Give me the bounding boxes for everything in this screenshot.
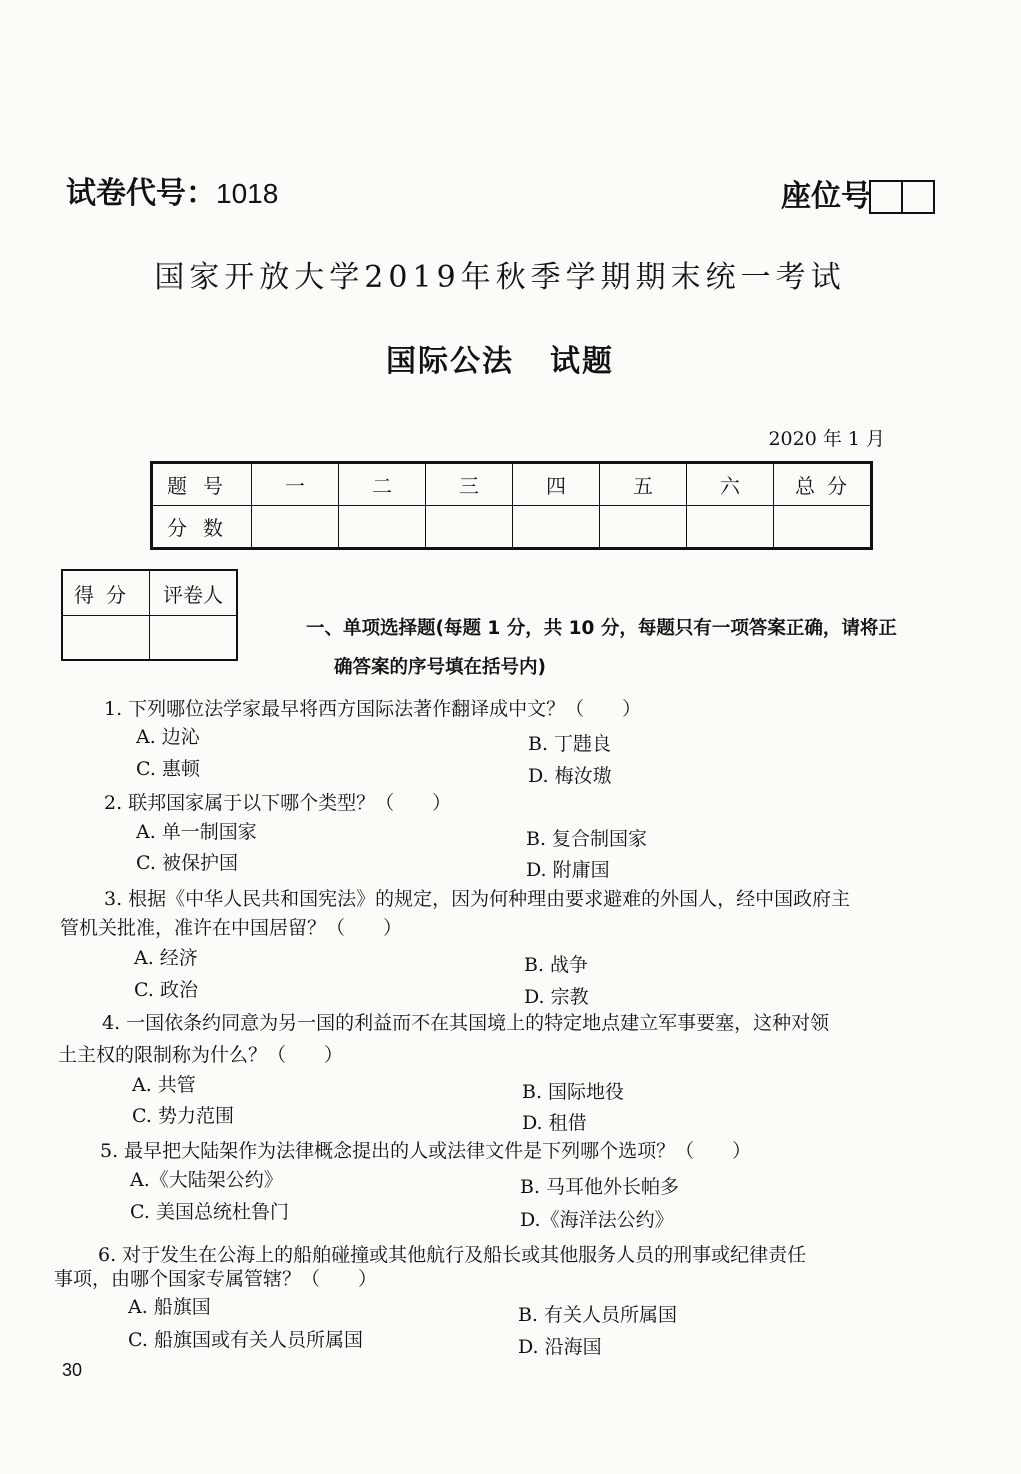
subject-name: 国际公法 xyxy=(386,344,514,379)
option: A. 经济 xyxy=(134,947,198,969)
grader-score-label: 得分 xyxy=(62,570,150,616)
question-number-label: 题号 xyxy=(152,463,252,506)
option: B. 有关人员所属国 xyxy=(518,1304,678,1326)
question-2-stem: 2. 联邦国家属于以下哪个类型？（ ） xyxy=(104,792,452,814)
option: A. 共管 xyxy=(132,1074,196,1096)
option: A. 船旗国 xyxy=(128,1296,211,1318)
column-header: 二 xyxy=(339,463,426,506)
option: B. 马耳他外长帕多 xyxy=(520,1176,680,1198)
seat-box-1 xyxy=(869,180,903,214)
exam-code xyxy=(66,168,278,212)
option: C. 美国总统杜鲁门 xyxy=(130,1201,289,1223)
seat-box-2 xyxy=(901,180,935,214)
option: D. 附庸国 xyxy=(526,859,610,881)
column-header: 四 xyxy=(513,463,600,506)
option: D.《海洋法公约》 xyxy=(520,1209,674,1231)
exam-code-label: 试卷代号： xyxy=(66,176,216,211)
option: D. 梅汝璈 xyxy=(528,765,612,787)
option: B. 复合制国家 xyxy=(526,828,648,850)
seat-label: 座位号 xyxy=(781,179,871,214)
option: D. 宗教 xyxy=(524,986,589,1008)
score-table-header-row xyxy=(152,463,872,506)
question-5-stem: 5. 最早把大陆架作为法律概念提出的人或法律文件是下列哪个选项？（ ） xyxy=(100,1140,752,1162)
option: B. 丁韪良 xyxy=(528,733,612,755)
option: C. 船旗国或有关人员所属国 xyxy=(128,1329,363,1351)
option: A. 单一制国家 xyxy=(136,821,257,843)
column-header: 五 xyxy=(600,463,687,506)
option: C. 惠顿 xyxy=(136,758,200,780)
exam-date: 2020 年 1 月 xyxy=(768,428,885,450)
option: D. 沿海国 xyxy=(518,1336,602,1358)
score-cell xyxy=(339,506,426,549)
grader-table xyxy=(61,569,238,661)
score-cell xyxy=(252,506,339,549)
exam-code-number: 1018 xyxy=(216,178,279,209)
subject-title xyxy=(0,336,1000,380)
exam-title: 国家开放大学2019年秋季学期期末统一考试 xyxy=(154,260,846,295)
page-number: 30 xyxy=(62,1360,83,1380)
question-6-stem-continued: 事项，由哪个国家专属管辖？（ ） xyxy=(54,1268,378,1290)
score-table xyxy=(150,461,873,550)
section-heading: 一、单项选择题(每题 1 分，共 10 分，每题只有一项答案正确，请将正 xyxy=(306,618,897,639)
question-6-stem: 6. 对于发生在公海上的船舶碰撞或其他航行及船长或其他服务人员的刑事或纪律责任 xyxy=(98,1244,807,1266)
question-1-stem: 1. 下列哪位法学家最早将西方国际法著作翻译成中文？（ ） xyxy=(104,698,642,720)
column-header: 三 xyxy=(426,463,513,506)
option: C. 政治 xyxy=(134,979,198,1001)
grader-name-cell xyxy=(150,616,238,661)
question-3-stem-continued: 管机关批准，准许在中国居留？（ ） xyxy=(60,917,403,939)
option: B. 国际地役 xyxy=(522,1081,625,1103)
score-label: 分数 xyxy=(152,506,252,549)
option: A. 边沁 xyxy=(136,726,200,748)
score-cell xyxy=(600,506,687,549)
seat-number xyxy=(781,180,935,214)
score-cell xyxy=(687,506,774,549)
column-header: 六 xyxy=(687,463,774,506)
score-table-score-row xyxy=(152,506,872,549)
column-header: 一 xyxy=(252,463,339,506)
question-3-stem: 3. 根据《中华人民共和国宪法》的规定，因为何种理由要求避难的外国人，经中国政府主 xyxy=(104,888,851,910)
question-4-stem: 4. 一国依条约同意为另一国的利益而不在其国境上的特定地点建立军事要塞，这种对领 xyxy=(102,1012,830,1034)
score-cell xyxy=(774,506,872,549)
option: C. 被保护国 xyxy=(136,852,238,874)
option: C. 势力范围 xyxy=(132,1105,234,1127)
grader-name-label: 评卷人 xyxy=(150,570,238,616)
score-cell xyxy=(513,506,600,549)
score-cell xyxy=(426,506,513,549)
grader-score-cell xyxy=(62,616,150,661)
option: B. 战争 xyxy=(524,954,589,976)
question-4-stem-continued: 土主权的限制称为什么？（ ） xyxy=(58,1044,344,1066)
option: A.《大陆架公约》 xyxy=(130,1169,283,1191)
subject-suffix: 试题 xyxy=(550,344,614,379)
column-header: 总分 xyxy=(774,463,872,506)
section-heading-continued: 确答案的序号填在括号内) xyxy=(334,657,546,678)
option: D. 租借 xyxy=(522,1112,587,1134)
